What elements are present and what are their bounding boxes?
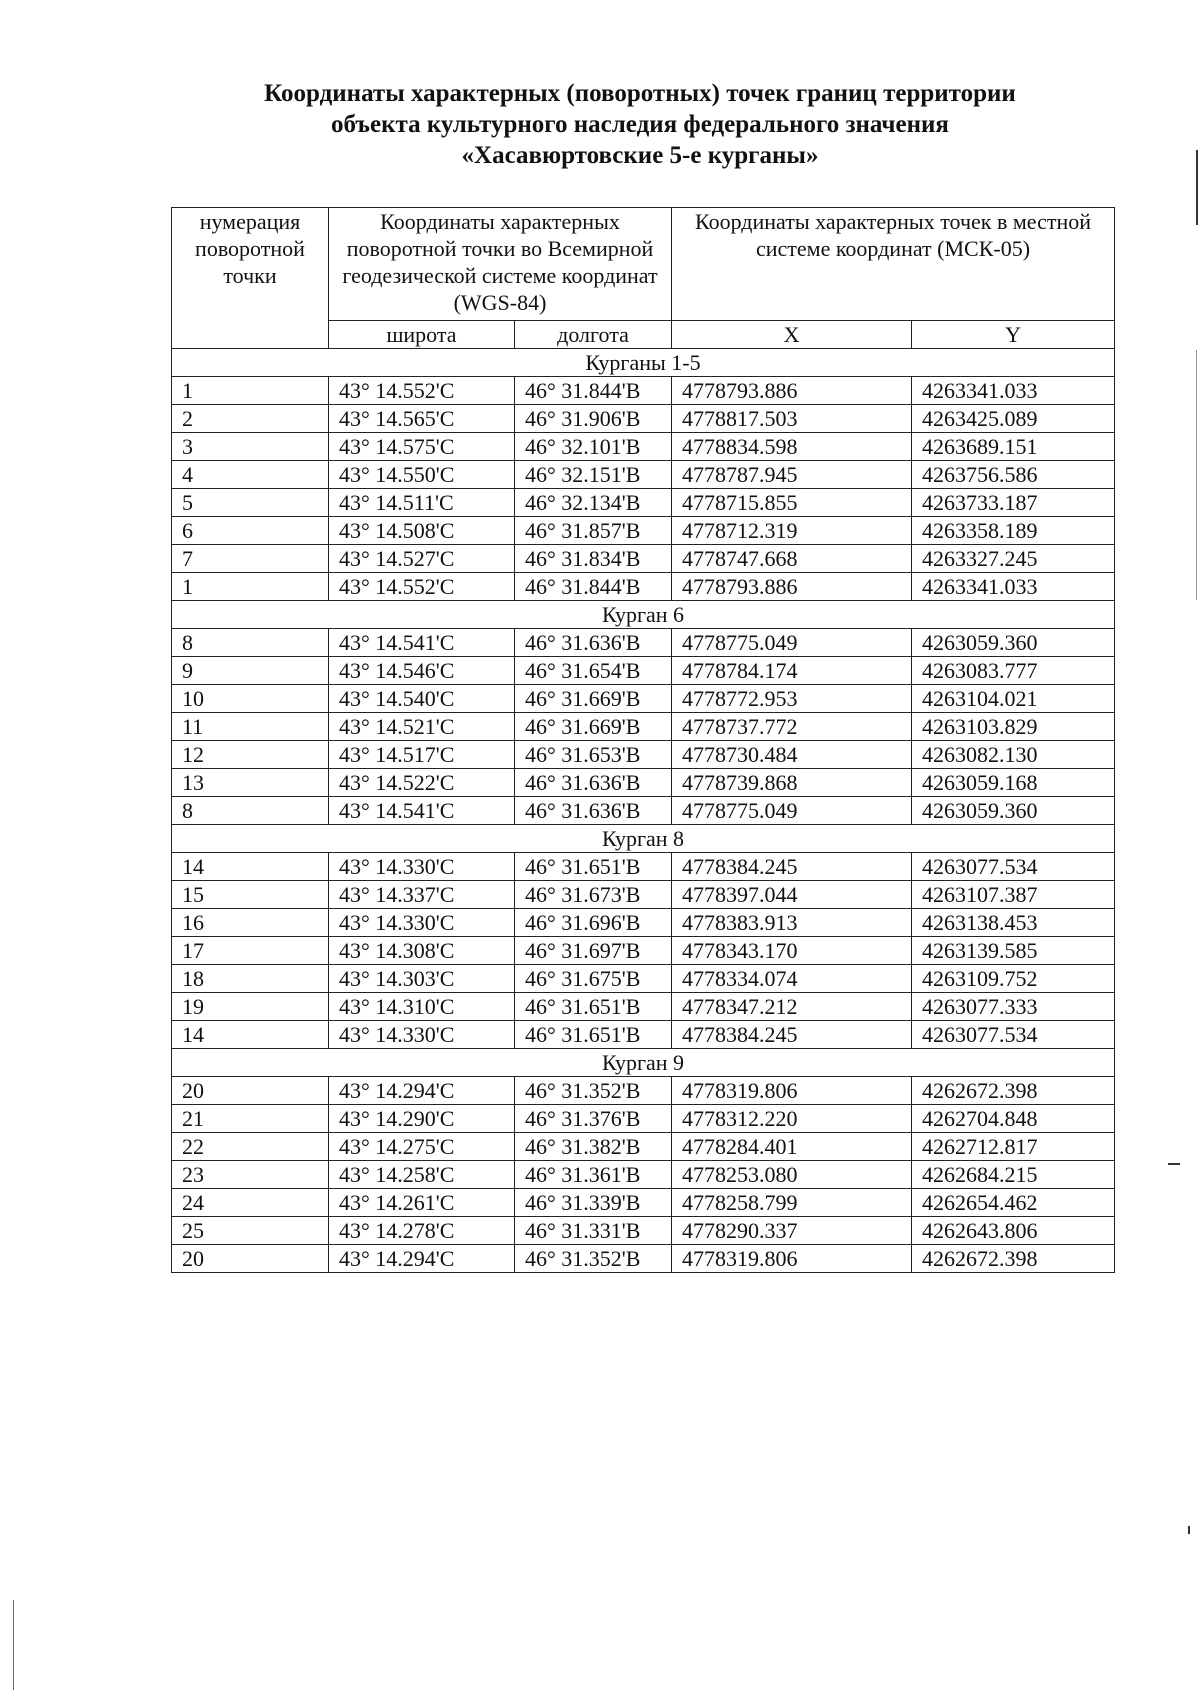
table-row — [172, 769, 1115, 797]
cell-longitude: 46° 32.134'В — [515, 489, 672, 517]
cell-latitude: 43° 14.310'С — [329, 993, 515, 1021]
cell-point-number: 4 — [172, 461, 329, 489]
cell-x: 4778253.080 — [672, 1161, 912, 1189]
cell-y: 4263083.777 — [912, 657, 1115, 685]
cell-y: 4262654.462 — [912, 1189, 1115, 1217]
table-header-row — [172, 208, 1115, 321]
title-line-3: «Хасавюртовские 5-е курганы» — [461, 142, 819, 169]
cell-x: 4778775.049 — [672, 797, 912, 825]
group-header-row — [172, 1049, 1115, 1077]
cell-point-number: 1 — [172, 377, 329, 405]
cell-latitude: 43° 14.546'С — [329, 657, 515, 685]
cell-point-number: 15 — [172, 881, 329, 909]
cell-point-number: 8 — [172, 629, 329, 657]
cell-latitude: 43° 14.337'С — [329, 881, 515, 909]
scan-dash-mark — [1168, 1163, 1180, 1165]
cell-longitude: 46° 31.352'В — [515, 1245, 672, 1273]
cell-longitude: 46° 31.906'В — [515, 405, 672, 433]
header-y: Y — [912, 321, 1115, 349]
cell-latitude: 43° 14.565'С — [329, 405, 515, 433]
cell-latitude: 43° 14.517'С — [329, 741, 515, 769]
cell-y: 4263059.360 — [912, 797, 1115, 825]
cell-longitude: 46° 31.636'В — [515, 769, 672, 797]
cell-latitude: 43° 14.511'С — [329, 489, 515, 517]
scan-edge-line — [13, 1600, 14, 1690]
table-row — [172, 1077, 1115, 1105]
table-row — [172, 993, 1115, 1021]
cell-point-number: 1 — [172, 573, 329, 601]
cell-point-number: 2 — [172, 405, 329, 433]
cell-y: 4262643.806 — [912, 1217, 1115, 1245]
header-latitude: широта — [329, 321, 515, 349]
table-row — [172, 517, 1115, 545]
cell-y: 4263341.033 — [912, 573, 1115, 601]
coordinates-table — [171, 207, 1115, 1273]
cell-point-number: 16 — [172, 909, 329, 937]
cell-point-number: 8 — [172, 797, 329, 825]
cell-y: 4262684.215 — [912, 1161, 1115, 1189]
header-msk: Координаты характерных точек в местной системе координат (МСК-05) — [672, 208, 1115, 321]
cell-latitude: 43° 14.521'С — [329, 713, 515, 741]
cell-point-number: 11 — [172, 713, 329, 741]
title-line-2: объекта культурного наследия федерального значения — [331, 111, 949, 138]
cell-longitude: 46° 31.376'В — [515, 1105, 672, 1133]
table-row — [172, 461, 1115, 489]
table-row — [172, 1161, 1115, 1189]
document-title — [170, 78, 1110, 171]
cell-y: 4263733.187 — [912, 489, 1115, 517]
header-wgs: Координаты характерных поворотной точки во Всемирной геодезической системе координат (WGS-84) — [329, 208, 672, 321]
table-row — [172, 489, 1115, 517]
cell-latitude: 43° 14.261'С — [329, 1189, 515, 1217]
cell-latitude: 43° 14.522'С — [329, 769, 515, 797]
cell-latitude: 43° 14.508'С — [329, 517, 515, 545]
table-row — [172, 1217, 1115, 1245]
cell-x: 4778793.886 — [672, 377, 912, 405]
cell-latitude: 43° 14.540'С — [329, 685, 515, 713]
cell-point-number: 20 — [172, 1245, 329, 1273]
table-row — [172, 1133, 1115, 1161]
cell-x: 4778784.174 — [672, 657, 912, 685]
cell-y: 4263082.130 — [912, 741, 1115, 769]
cell-longitude: 46° 32.101'В — [515, 433, 672, 461]
cell-y: 4263103.829 — [912, 713, 1115, 741]
cell-x: 4778384.245 — [672, 1021, 912, 1049]
cell-longitude: 46° 31.352'В — [515, 1077, 672, 1105]
cell-latitude: 43° 14.275'С — [329, 1133, 515, 1161]
table-row — [172, 937, 1115, 965]
cell-point-number: 17 — [172, 937, 329, 965]
cell-longitude: 46° 31.654'В — [515, 657, 672, 685]
table-row — [172, 853, 1115, 881]
cell-x: 4778775.049 — [672, 629, 912, 657]
cell-x: 4778284.401 — [672, 1133, 912, 1161]
cell-y: 4263327.245 — [912, 545, 1115, 573]
cell-latitude: 43° 14.575'С — [329, 433, 515, 461]
cell-longitude: 46° 31.857'В — [515, 517, 672, 545]
table-row — [172, 797, 1115, 825]
cell-x: 4778772.953 — [672, 685, 912, 713]
cell-x: 4778737.772 — [672, 713, 912, 741]
cell-latitude: 43° 14.278'С — [329, 1217, 515, 1245]
cell-x: 4778383.913 — [672, 909, 912, 937]
cell-longitude: 46° 31.673'В — [515, 881, 672, 909]
cell-point-number: 24 — [172, 1189, 329, 1217]
cell-x: 4778343.170 — [672, 937, 912, 965]
group-name: Курган 9 — [172, 1049, 1115, 1077]
table-row — [172, 629, 1115, 657]
cell-point-number: 18 — [172, 965, 329, 993]
scan-edge-line — [1196, 350, 1197, 600]
cell-x: 4778312.220 — [672, 1105, 912, 1133]
cell-y: 4263689.151 — [912, 433, 1115, 461]
cell-x: 4778793.886 — [672, 573, 912, 601]
cell-longitude: 46° 31.844'В — [515, 377, 672, 405]
cell-y: 4263138.453 — [912, 909, 1115, 937]
cell-y: 4263425.089 — [912, 405, 1115, 433]
table-row — [172, 1105, 1115, 1133]
cell-y: 4262672.398 — [912, 1077, 1115, 1105]
cell-longitude: 46° 31.696'В — [515, 909, 672, 937]
cell-point-number: 14 — [172, 853, 329, 881]
cell-y: 4263358.189 — [912, 517, 1115, 545]
scan-tick-mark — [1188, 1526, 1190, 1534]
cell-latitude: 43° 14.303'С — [329, 965, 515, 993]
cell-latitude: 43° 14.294'С — [329, 1245, 515, 1273]
table-row — [172, 713, 1115, 741]
cell-point-number: 14 — [172, 1021, 329, 1049]
table-row — [172, 377, 1115, 405]
table-row — [172, 1021, 1115, 1049]
cell-x: 4778739.868 — [672, 769, 912, 797]
cell-x: 4778712.319 — [672, 517, 912, 545]
group-name: Курган 6 — [172, 601, 1115, 629]
cell-latitude: 43° 14.308'С — [329, 937, 515, 965]
group-header-row — [172, 349, 1115, 377]
title-line-1: Координаты характерных (поворотных) точек границ территории — [264, 80, 1016, 107]
cell-point-number: 3 — [172, 433, 329, 461]
cell-latitude: 43° 14.550'С — [329, 461, 515, 489]
cell-y: 4263341.033 — [912, 377, 1115, 405]
cell-y: 4263059.360 — [912, 629, 1115, 657]
cell-x: 4778817.503 — [672, 405, 912, 433]
cell-x: 4778747.668 — [672, 545, 912, 573]
cell-longitude: 46° 32.151'В — [515, 461, 672, 489]
cell-x: 4778290.337 — [672, 1217, 912, 1245]
group-name: Курган 8 — [172, 825, 1115, 853]
table-row — [172, 685, 1115, 713]
cell-y: 4263107.387 — [912, 881, 1115, 909]
group-name: Курганы 1-5 — [172, 349, 1115, 377]
cell-point-number: 7 — [172, 545, 329, 573]
cell-latitude: 43° 14.552'С — [329, 573, 515, 601]
table-row — [172, 405, 1115, 433]
cell-longitude: 46° 31.844'В — [515, 573, 672, 601]
table-row — [172, 1189, 1115, 1217]
cell-point-number: 19 — [172, 993, 329, 1021]
cell-y: 4263756.586 — [912, 461, 1115, 489]
cell-x: 4778397.044 — [672, 881, 912, 909]
cell-latitude: 43° 14.330'С — [329, 1021, 515, 1049]
cell-longitude: 46° 31.651'В — [515, 1021, 672, 1049]
table-row — [172, 909, 1115, 937]
cell-y: 4263109.752 — [912, 965, 1115, 993]
cell-x: 4778730.484 — [672, 741, 912, 769]
group-header-row — [172, 601, 1115, 629]
cell-x: 4778319.806 — [672, 1077, 912, 1105]
cell-point-number: 6 — [172, 517, 329, 545]
cell-latitude: 43° 14.290'С — [329, 1105, 515, 1133]
table-row — [172, 433, 1115, 461]
cell-x: 4778347.212 — [672, 993, 912, 1021]
table-row — [172, 545, 1115, 573]
cell-x: 4778715.855 — [672, 489, 912, 517]
table-row — [172, 1245, 1115, 1273]
cell-longitude: 46° 31.331'В — [515, 1217, 672, 1245]
cell-longitude: 46° 31.361'В — [515, 1161, 672, 1189]
header-longitude: долгота — [515, 321, 672, 349]
cell-longitude: 46° 31.653'В — [515, 741, 672, 769]
cell-longitude: 46° 31.834'В — [515, 545, 672, 573]
table-row — [172, 881, 1115, 909]
cell-longitude: 46° 31.339'В — [515, 1189, 672, 1217]
cell-x: 4778319.806 — [672, 1245, 912, 1273]
cell-point-number: 21 — [172, 1105, 329, 1133]
cell-latitude: 43° 14.258'С — [329, 1161, 515, 1189]
cell-longitude: 46° 31.669'В — [515, 685, 672, 713]
cell-y: 4263077.534 — [912, 1021, 1115, 1049]
table-body — [172, 349, 1115, 1273]
cell-x: 4778334.074 — [672, 965, 912, 993]
cell-point-number: 10 — [172, 685, 329, 713]
cell-y: 4262712.817 — [912, 1133, 1115, 1161]
table-row — [172, 657, 1115, 685]
group-header-row — [172, 825, 1115, 853]
table-row — [172, 573, 1115, 601]
header-x: X — [672, 321, 912, 349]
cell-y: 4263139.585 — [912, 937, 1115, 965]
cell-point-number: 13 — [172, 769, 329, 797]
table-row — [172, 965, 1115, 993]
cell-longitude: 46° 31.382'В — [515, 1133, 672, 1161]
cell-latitude: 43° 14.294'С — [329, 1077, 515, 1105]
cell-latitude: 43° 14.541'С — [329, 797, 515, 825]
cell-longitude: 46° 31.697'В — [515, 937, 672, 965]
cell-x: 4778787.945 — [672, 461, 912, 489]
cell-longitude: 46° 31.636'В — [515, 629, 672, 657]
cell-latitude: 43° 14.330'С — [329, 909, 515, 937]
cell-point-number: 12 — [172, 741, 329, 769]
cell-y: 4263059.168 — [912, 769, 1115, 797]
table-row — [172, 741, 1115, 769]
cell-point-number: 22 — [172, 1133, 329, 1161]
cell-latitude: 43° 14.330'С — [329, 853, 515, 881]
cell-point-number: 23 — [172, 1161, 329, 1189]
cell-point-number: 5 — [172, 489, 329, 517]
cell-y: 4263077.534 — [912, 853, 1115, 881]
cell-point-number: 9 — [172, 657, 329, 685]
cell-point-number: 25 — [172, 1217, 329, 1245]
cell-latitude: 43° 14.541'С — [329, 629, 515, 657]
cell-x: 4778258.799 — [672, 1189, 912, 1217]
cell-x: 4778834.598 — [672, 433, 912, 461]
cell-longitude: 46° 31.669'В — [515, 713, 672, 741]
cell-y: 4262704.848 — [912, 1105, 1115, 1133]
cell-x: 4778384.245 — [672, 853, 912, 881]
cell-longitude: 46° 31.651'В — [515, 993, 672, 1021]
cell-point-number: 20 — [172, 1077, 329, 1105]
cell-y: 4263077.333 — [912, 993, 1115, 1021]
cell-longitude: 46° 31.651'В — [515, 853, 672, 881]
cell-longitude: 46° 31.636'В — [515, 797, 672, 825]
cell-latitude: 43° 14.527'С — [329, 545, 515, 573]
cell-latitude: 43° 14.552'С — [329, 377, 515, 405]
header-point-number: нумерация поворотной точки — [172, 208, 329, 349]
cell-y: 4263104.021 — [912, 685, 1115, 713]
cell-longitude: 46° 31.675'В — [515, 965, 672, 993]
cell-y: 4262672.398 — [912, 1245, 1115, 1273]
scan-edge-line — [1196, 150, 1198, 225]
